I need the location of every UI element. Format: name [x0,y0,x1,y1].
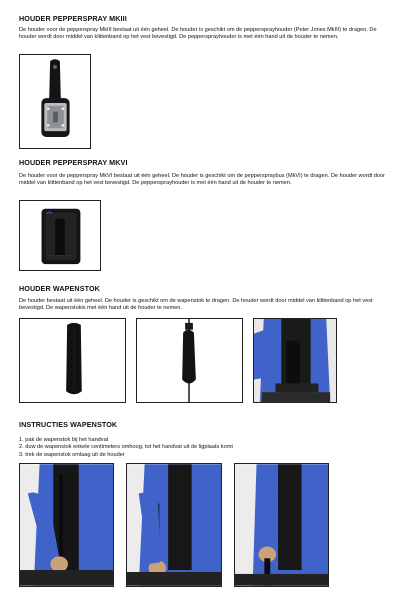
instruction-steps [19,437,385,459]
mkvi-holder-photo [19,200,101,271]
instruction-photo-step-1 [19,463,114,587]
section-text-mkvi: De houder voor de pepperspray MkVI bestaat uit één geheel. De houder is geschikt om de pepperspraybus (MkVI) te dragen. De houder wordt door middel van klittenband op het vest bevestigd. De pepperspray​houder is met één hand uit de houder te nemen. [19,173,385,187]
instruction-step: 1. pak de wapenstok bij het handvat [19,437,109,443]
instruction-step: 3. trek de wapenstok omlaag uit de houder [19,451,125,458]
wapenstok-worn-photo [253,318,337,403]
instruction-step: 2. duw de wapenstok enkele centimeters omhoog, tot het handvat uit de ligplaats komt [19,444,233,451]
mkiii-holder-photo [19,54,91,149]
wapenstok-holder-photo-front [19,318,126,403]
section-title-instructies: INSTRUCTIES WAPENSTOK [19,420,118,429]
section-title-wapenstok: HOUDER WAPENSTOK [19,284,100,293]
section-title-mkvi: HOUDER PEPPERSPRAY MKVI [19,158,128,167]
section-text-wapenstok: De houder bestaat uit één geheel. De houder is geschikt om de wapenstok te dragen. De houder wordt door middel van klittenband op het vest bevestigd. De wapenstokis met één hand uit de houder te nemen. [19,298,373,312]
instruction-photo-step-3 [234,463,329,587]
wapenstok-holder-photo-side [136,318,243,403]
section-text-mkiii: De houder voor de pepperspray MkIII bestaat uit één geheel. De houder is geschikt om de pepperspray​houder (Peter Jones MkIII) te dragen. De houder wordt door middel van klittenband op het vest bevestigd. De pepperspray​houder is met één hand uit de houder te nemen. [19,27,377,41]
instruction-photo-step-2 [126,463,222,587]
section-title-mkiii: HOUDER PEPPERSPRAY MKIII [19,14,127,23]
